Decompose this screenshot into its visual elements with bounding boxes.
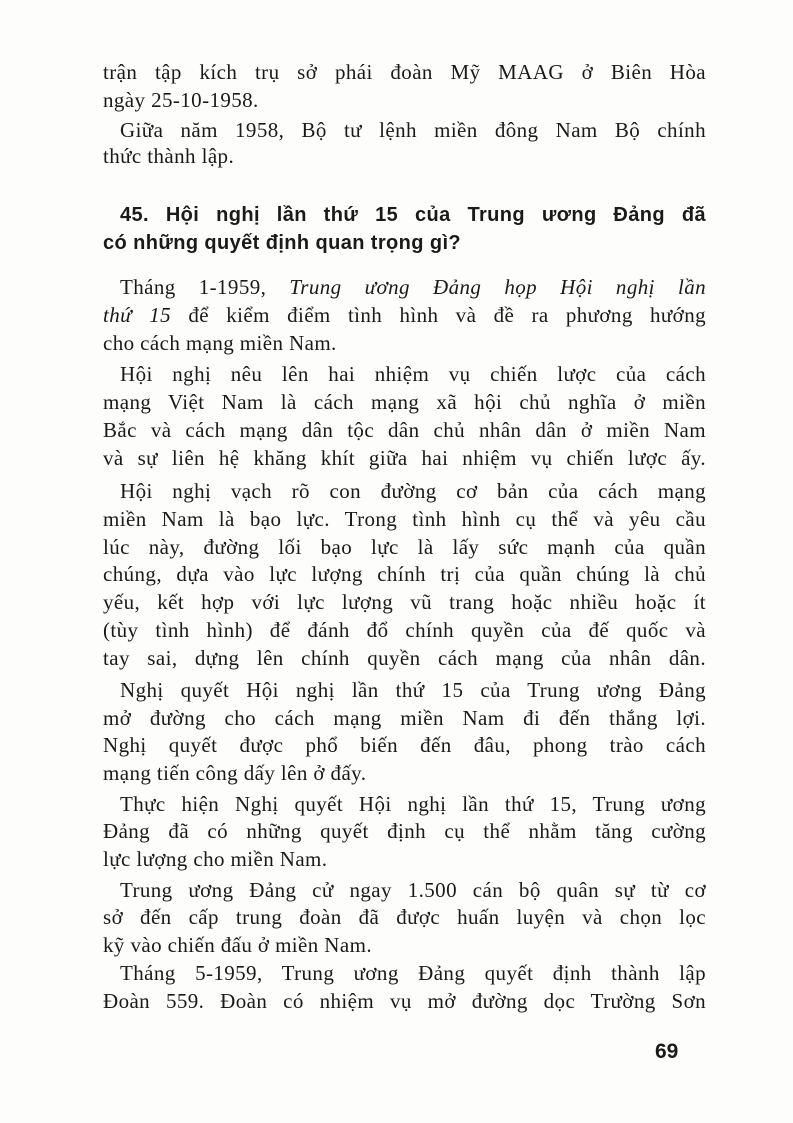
text-span: Tháng 5-1959, Trung ương Đảng quyết định thành lập [120, 961, 706, 985]
text-span: trận tập kích trụ sở phái đoàn Mỹ MAAG ở Biên Hòa [103, 60, 706, 84]
text-span: Tháng 1-1959, [120, 275, 290, 299]
text-line [120, 118, 706, 142]
text-span: sở đến cấp trung đoàn đã được huấn luyện và chọn lọc [103, 905, 706, 929]
text-line [103, 390, 706, 414]
text-line [120, 479, 706, 503]
text-line [103, 819, 706, 843]
text-span: mạng Việt Nam là cách mạng xã hội chủ nghĩa ở miền [103, 390, 706, 414]
text-line [103, 590, 706, 614]
text-span: Đảng đã có những quyết định cụ thể nhằm tăng cường [103, 819, 706, 843]
text-span: Trung ương Đảng cử ngay 1.500 cán bộ quân sự từ cơ [120, 878, 706, 902]
text-span: Hội nghị vạch rõ con đường cơ bản của cách mạng [120, 479, 706, 503]
text-span: (tùy tình hình) để đánh đổ chính quyền của đế quốc và [103, 618, 706, 642]
text-line [103, 618, 706, 642]
text-line [103, 535, 706, 559]
text-line [103, 88, 706, 112]
text-line [103, 418, 706, 442]
text-span: thức thành lập. [103, 144, 235, 168]
text-line [103, 646, 706, 670]
text-span: tay sai, dựng lên chính quyền cách mạng của nhân dân. [103, 646, 706, 670]
text-span: để kiểm điểm tình hình và đề ra phương hướng [171, 303, 706, 327]
page-number: 69 [655, 1040, 679, 1063]
text-line [120, 678, 706, 702]
text-line [120, 878, 706, 902]
text-span: ngày 25-10-1958. [103, 88, 259, 112]
text-span: miền Nam là bạo lực. Trong tình hình cụ thể và yêu cầu [103, 507, 706, 531]
text-line [103, 847, 706, 871]
text-span: mạng tiến công dấy lên ở đấy. [103, 761, 367, 785]
question-heading-line [103, 231, 706, 255]
text-line [103, 933, 706, 957]
text-line [103, 989, 706, 1013]
text-line [103, 562, 706, 586]
text-line [103, 507, 706, 531]
text-span: Nghị quyết được phổ biến đến đâu, phong trào cách [103, 733, 706, 757]
text-span: lực lượng cho miền Nam. [103, 847, 328, 871]
italic-text: Trung ương Đảng họp Hội nghị lần [289, 275, 706, 299]
text-span: Hội nghị nêu lên hai nhiệm vụ chiến lược của cách [120, 362, 706, 386]
text-span: Bắc và cách mạng dân tộc dân chủ nhân dân ở miền Nam [103, 418, 706, 442]
text-span: mở đường cho cách mạng miền Nam đi đến thắng lợi. [103, 706, 706, 730]
text-line [120, 362, 706, 386]
text-line [120, 961, 706, 985]
text-line [103, 905, 706, 929]
text-span: Đoàn 559. Đoàn có nhiệm vụ mở đường dọc Trường Sơn [103, 989, 706, 1013]
text-span: Nghị quyết Hội nghị lần thứ 15 của Trung ương Đảng [120, 678, 706, 702]
text-line [120, 792, 706, 816]
text-span: có những quyết định quan trọng gì? [103, 232, 462, 254]
text-span: 45. Hội nghị lần thứ 15 của Trung ương Đảng đã [120, 204, 706, 226]
text-span: kỹ vào chiến đấu ở miền Nam. [103, 933, 372, 957]
text-line [103, 733, 706, 757]
text-line [103, 60, 706, 84]
question-heading-line [120, 203, 706, 227]
text-line [103, 144, 706, 168]
text-line [103, 331, 706, 355]
text-span: Giữa năm 1958, Bộ tư lệnh miền đông Nam Bộ chính [120, 118, 706, 142]
text-span: và sự liên hệ khăng khít giữa hai nhiệm vụ chiến lược ấy. [103, 446, 706, 470]
text-line [103, 761, 706, 785]
text-span: yếu, kết hợp với lực lượng vũ trang hoặc nhiều hoặc ít [103, 590, 706, 614]
text-span: chúng, dựa vào lực lượng chính trị của quần chúng là chủ [103, 562, 706, 586]
italic-text: thứ 15 [103, 303, 172, 327]
text-span: Thực hiện Nghị quyết Hội nghị lần thứ 15, Trung ương [120, 792, 706, 816]
text-span: lúc này, đường lối bạo lực là lấy sức mạnh của quần [103, 535, 706, 559]
text-line [103, 706, 706, 730]
text-line [120, 275, 706, 299]
text-line [103, 446, 706, 470]
text-span: cho cách mạng miền Nam. [103, 331, 337, 355]
text-line [103, 303, 706, 327]
